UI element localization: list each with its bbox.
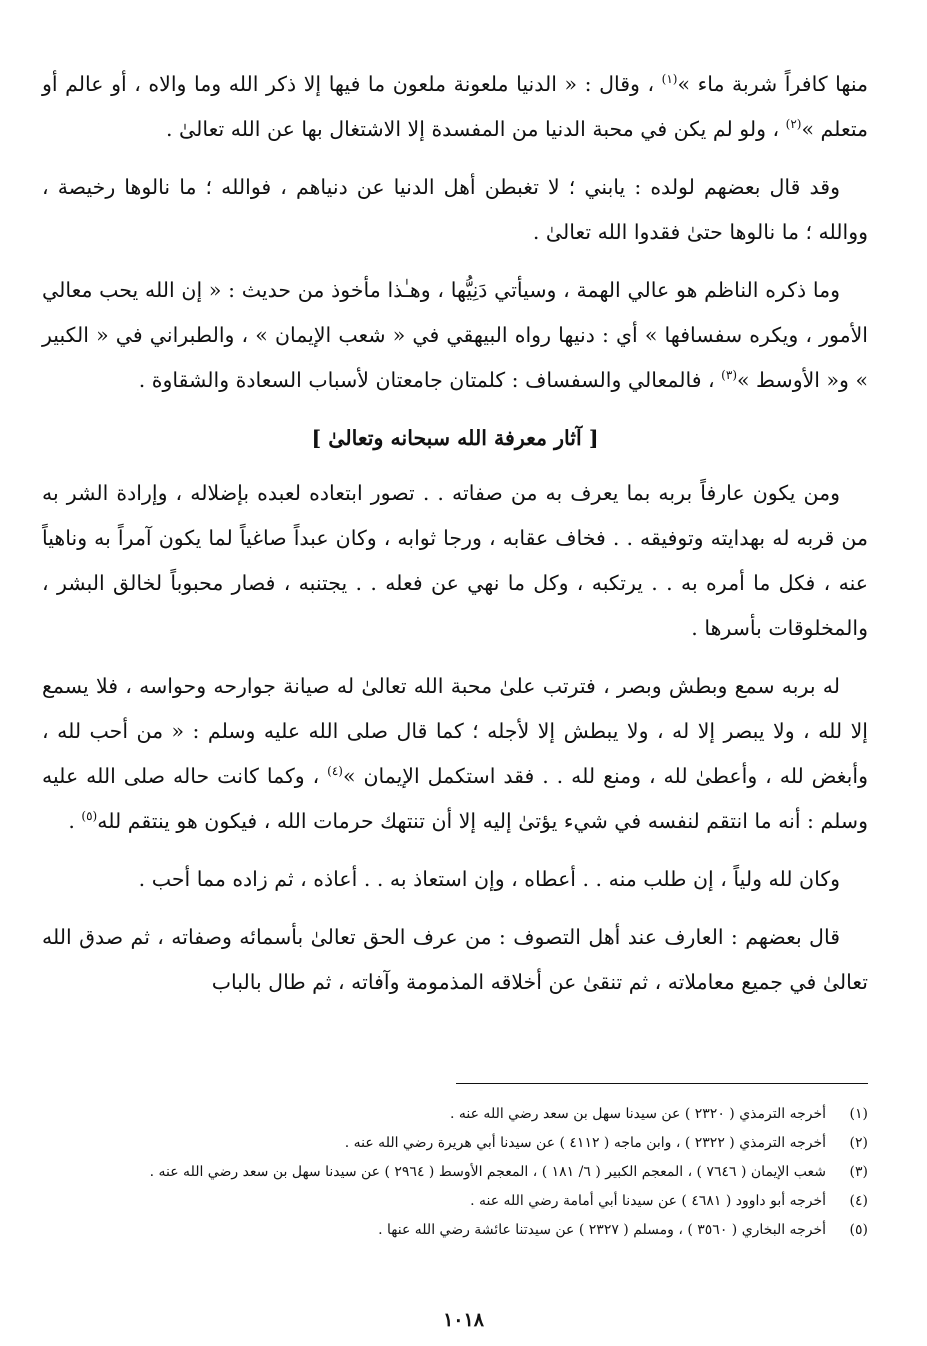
- footnote-item: [42, 1158, 868, 1187]
- paragraph: [42, 62, 868, 152]
- footnote-marker: (٤): [327, 764, 343, 779]
- footnote-number: (٥): [849, 1222, 868, 1238]
- footnote-number: (١): [849, 1106, 868, 1122]
- footnotes: [42, 1100, 868, 1245]
- text-segment: .: [68, 809, 82, 833]
- text-segment: وما ذكره الناظم هو عالي الهمة ، وسيأتي دَنِيُّها ، وهـٰذا مأخوذ من حديث : « إن الله يحب معالي الأمور ، ويكره سفسافها » أي : دنيها رواه البيهقي في « شعب الإيمان » ، والطبراني في « الكبير » و« الأوسط »: [42, 278, 868, 392]
- paragraph: [42, 664, 868, 844]
- page-number: ١٠١٨: [443, 1309, 484, 1331]
- footnote-text: شعب الإيمان ( ٧٦٤٦ ) ، المعجم الكبير ( ٦/ ١٨١ ) ، المعجم الأوسط ( ٢٩٦٤ ) عن سيدنا سهل بن سعد رضي الله عنه .: [149, 1164, 826, 1180]
- text-segment: منها كافراً شربة ماء »: [677, 72, 868, 96]
- footnote-number: (٢): [849, 1135, 868, 1151]
- text-segment: قال بعضهم : العارف عند أهل التصوف : من عرف الحق تعالىٰ بأسمائه وصفاته ، ثم صدق الله تعالىٰ في جميع معاملاته ، ثم تنقىٰ عن أخلاقه المذمومة وآفاته ، ثم طال بالباب: [42, 925, 868, 994]
- paragraph: [42, 471, 868, 651]
- footnote-marker: (١): [661, 72, 678, 87]
- text-segment: ومن يكون عارفاً بربه بما يعرف به من صفاته . . تصور ابتعاده لعبده بإضلاله ، وإرادة الشر به من قربه له بهدايته وتوفيقه . . فخاف عقابه ، ورجا ثوابه ، وكان عبداً صاغياً لما يكون آمراً به وناهياً عنه ، فكل ما أمره به . . يرتكبه ، وكل ما نهي عن فعله . . يجتنبه ، فصار محبوباً لخالق البشر ، والمخلوقات بأسرها .: [42, 481, 868, 640]
- text-segment: وكان لله ولياً ، إن طلب منه . . أعطاه ، وإن استعاذ به . . أعاذه ، ثم زاده مما أحب .: [138, 867, 840, 891]
- paragraph: [42, 268, 868, 403]
- section-heading: [ آثار معرفة الله سبحانه وتعالىٰ ]: [311, 426, 599, 450]
- text-segment: له بربه سمع وبطش وبصر ، فترتب علىٰ محبة الله تعالىٰ له صيانة جوارحه وحواسه ، فلا يسمع إلا لله ، ولا يبصر إلا له ، ولا يبطش إلا لأجله ؛ كما قال صلى الله عليه وسلم : « من أحب لله ، وأبغض لله ، وأعطىٰ لله ، ومنع لله . . فقد استكمل الإيمان »: [42, 674, 868, 788]
- footnote-text: أخرجه البخاري ( ٣٥٦٠ ) ، ومسلم ( ٢٣٢٧ ) عن سيدتنا عائشة رضي الله عنها .: [378, 1222, 826, 1238]
- footnote-item: [42, 1187, 868, 1216]
- footnote-text: أخرجه الترمذي ( ٢٣٢٠ ) عن سيدنا سهل بن سعد رضي الله عنه .: [450, 1106, 826, 1122]
- footnote-number: (٤): [849, 1193, 868, 1209]
- footnote-item: [42, 1216, 868, 1245]
- footnote-text: أخرجه أبو داوود ( ٤٦٨١ ) عن سيدنا أبي أمامة رضي الله عنه .: [470, 1193, 826, 1209]
- text-segment: ، وكما كانت حاله صلى الله عليه وسلم : أنه ما انتقم لنفسه في شيء يؤتىٰ إليه إلا أن تنتهك حرمات الله ، فيكون هو ينتقم لله: [42, 764, 868, 833]
- footnote-number: (٣): [849, 1164, 868, 1180]
- footnote-item: [42, 1129, 868, 1158]
- text-segment: ، فالمعالي والسفساف : كلمتان جامعتان لأسباب السعادة والشقاوة .: [138, 368, 722, 392]
- footnote-marker: (٣): [721, 368, 737, 383]
- paragraph: [42, 165, 868, 255]
- text-segment: ، ولو لم يكن في محبة الدنيا من المفسدة إلا الاشتغال بها عن الله تعالىٰ .: [166, 117, 786, 141]
- page-body: [42, 62, 868, 1018]
- body-text-block-1: [42, 62, 868, 403]
- paragraph: [42, 857, 868, 902]
- footnote-item: [42, 1100, 868, 1129]
- text-segment: ، وقال : « الدنيا ملعونة ملعون ما فيها إلا ذكر الله وما والاه ، أو عالم أو متعلم »: [42, 72, 868, 141]
- footnote-marker: (٢): [785, 117, 802, 132]
- footnote-marker: (٥): [81, 809, 98, 824]
- footnote-text: أخرجه الترمذي ( ٢٣٢٢ ) ، وابن ماجه ( ٤١١٢ ) عن سيدنا أبي هريرة رضي الله عنه .: [344, 1135, 826, 1151]
- body-text-block-2: [42, 471, 868, 1005]
- paragraph: [42, 915, 868, 1005]
- text-segment: وقد قال بعضهم لولده : يابني ؛ لا تغبطن أهل الدنيا عن دنياهم ، فوالله ؛ ما نالوها رخيصة ، ووالله ؛ ما نالوها حتىٰ فقدوا الله تعالىٰ .: [42, 175, 868, 244]
- footnote-divider: [456, 1083, 868, 1084]
